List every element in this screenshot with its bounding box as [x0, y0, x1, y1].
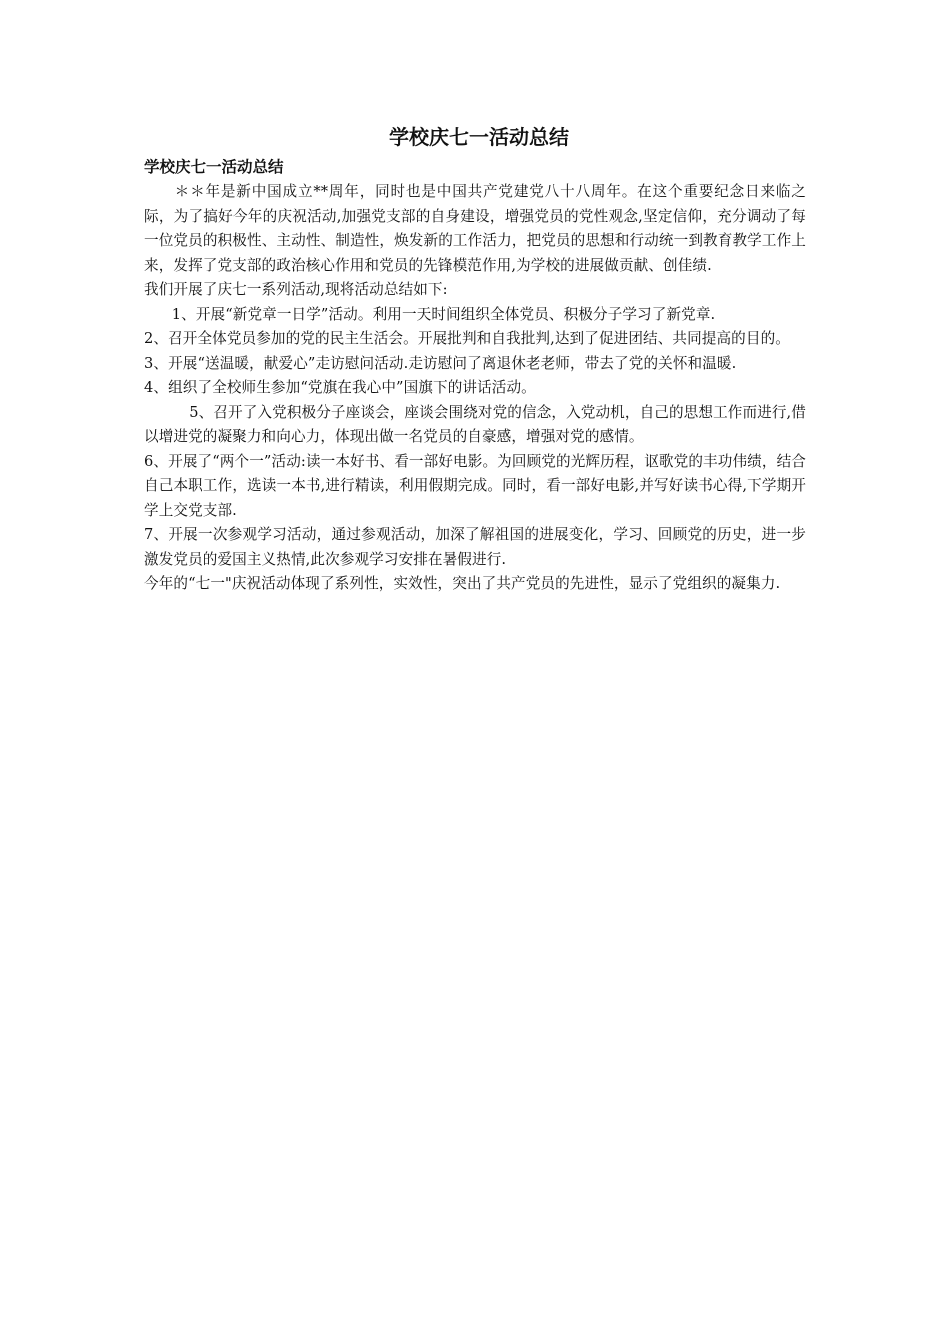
closing-paragraph: 今年的“七一"庆祝活动体现了系列性，实效性，突出了共产党员的先进性，显示了党组织的凝集力. — [144, 575, 781, 592]
activity-item-4: 4、组织了全校师生参加“党旗在我心中”国旗下的讲话活动。 — [144, 379, 536, 396]
intro-paragraph: ＊＊年是新中国成立**周年，同时也是中国共产党建党八十八周年。在这个重要纪念日来临之际，为了搞好今年的庆祝活动,加强党支部的自身建设，增强党员的党性观念,坚定信仰，充分调动了每一位党员的积极性、主动性、制造性，焕发新的工作活力，把党员的思想和行动统一到教育教学工作上来，发挥了党支部的政治核心作用和党员的先锋模范作用,为学校的进展做贡献、创佳绩. — [144, 183, 806, 274]
activity-item-3: 3、开展“送温暖，献爱心”走访慰问活动.走访慰问了离退休老老师，带去了党的关怀和温暖. — [144, 354, 737, 372]
activity-item-2: 2、召开全体党员参加的党的民主生活会。开展批判和自我批判,达到了促进团结、共同提高的目的。 — [144, 330, 790, 347]
document-subtitle: 学校庆七一活动总结 — [144, 158, 284, 176]
document-title: 学校庆七一活动总结 — [389, 125, 569, 149]
document-page — [144, 120, 806, 597]
activity-item-5: 5、召开了入党积极分子座谈会，座谈会围绕对党的信念，入党动机，自己的思想工作而进行,借以增进党的凝聚力和向心力，体现出做一名党员的自豪感，增强对党的感情。 — [144, 403, 806, 445]
activity-item-6: 6、开展了“两个一”活动:读一本好书、看一部好电影。为回顾党的光辉历程，讴歌党的丰功伟绩，结合自己本职工作，选读一本书,进行精读，利用假期完成。同时，看一部好电影,并写好读书心得,下学期开学上交党支部. — [144, 452, 806, 519]
activity-item-7: 7、开展一次参观学习活动，通过参观活动，加深了解祖国的进展变化，学习、回顾党的历史，进一步激发党员的爱国主义热情,此次参观学习安排在暑假进行. — [144, 526, 806, 568]
activity-item-1: 1、开展“新党章一日学”活动。利用一天时间组织全体党员、积极分子学习了新党章. — [171, 305, 716, 323]
summary-lead-paragraph: 我们开展了庆七一系列活动,现将活动总结如下: — [144, 281, 448, 298]
